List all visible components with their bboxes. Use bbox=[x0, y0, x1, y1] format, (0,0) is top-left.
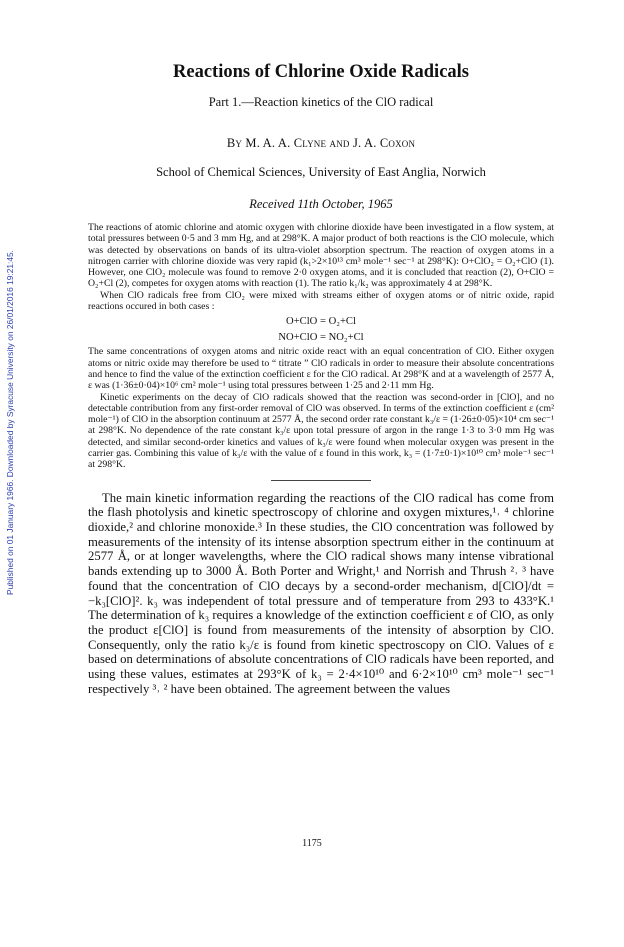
author-1: M. A. A. Clyne bbox=[245, 136, 327, 150]
received-date: Received 11th October, 1965 bbox=[249, 197, 393, 211]
download-watermark-text: Published on 01 January 1966. Downloaded by Syracuse University on 26/01/2016 19:21:45. bbox=[5, 249, 15, 595]
main-text bbox=[88, 491, 554, 697]
download-watermark bbox=[4, 155, 18, 595]
author-by: By bbox=[226, 136, 243, 150]
article-title: Reactions of Chlorine Oxide Radicals bbox=[173, 62, 469, 82]
abstract-paragraph-4: Kinetic experiments on the decay of ClO radicals showed that the reaction was second-order in [ClO], and no detectable contribution from any first-order removal of ClO was observed. In terms of the extinction coefficient ε (cm² mole⁻¹) of ClO in the absorption continuum at 2577 Å, the second order rate constant k₃/ε = (1·26±0·05)×10⁴ cm sec⁻¹ at 298°K. No dependence of the rate constant k₃/ε upon total pressure of argon in the range 1·3 to 3·0 mm Hg was detected, and similar second-order kinetics and values of k₃/ε were found when molecular oxygen was present in the carrier gas. Combining this value of k₃/ε with the value of ε found in this work, k₃ = (1·7±0·1)×10¹⁰ cm³ mole⁻¹ sec⁻¹ at 298°K. bbox=[88, 391, 554, 471]
author-2: J. A. Coxon bbox=[352, 136, 416, 150]
abstract-paragraph-2: When ClO radicals free from ClO₂ were mixed with streams either of oxygen atoms or of nitric oxide, rapid reactions occured in both cases : bbox=[88, 289, 554, 313]
author-line bbox=[88, 136, 554, 151]
affiliation: School of Chemical Sciences, University of East Anglia, Norwich bbox=[156, 165, 486, 179]
page-number: 1175 bbox=[302, 838, 322, 849]
article-page bbox=[88, 48, 554, 696]
equation-1: O+ClO = O₂+Cl bbox=[286, 316, 356, 328]
body-paragraph-1: The main kinetic information regarding the reactions of the ClO radical has come from the flash photolysis and kinetic spectroscopy of chlorine and oxygen mixtures,¹˒ ⁴ chlorine dioxide,² and chlorine monoxide.³ In these studies, the ClO concentration was followed by measurements of the intensity of its intense absorption spectrum either in the continuum at 2577 Å, or at longer wavelengths, where the ClO radical shows many intense vibrational bands extending up to 3000 Å. Both Porter and Wright,¹ and Norrish and Thrush ²˒ ³ have found that the concentration of ClO decays by a second-order mechanism, d[ClO]/dt = −k₃[ClO]². k₃ was independent of total pressure and of temperature from 293 to 433°K.¹ The determination of k₃ requires a knowledge of the extinction coefficient ε of ClO, as only the product ε[ClO] is found from measurements of the intensity of absorption by ClO. Consequently, only the ratio k₃/ε is found from kinetic spectroscopy on ClO. Values of ε based on determinations of absolute concentrations of ClO radicals have been reported, and using these values, estimates at 293°K of k₃ = 2·4×10¹⁰ and 6·2×10¹⁰ cm³ mole⁻¹ sec⁻¹ respectively ³˒ ² have been obtained. The agreement between the values bbox=[88, 490, 554, 696]
equation-2: NO+ClO = NO₂+Cl bbox=[278, 332, 364, 344]
author-and: and bbox=[329, 136, 350, 150]
article-subtitle: Part 1.—Reaction kinetics of the ClO radical bbox=[208, 95, 434, 109]
abstract-paragraph-3: The same concentrations of oxygen atoms and nitric oxide react with an equal concentration of ClO. Either oxygen atoms or nitric oxide may therefore be used to “ titrate ” ClO radicals in order to measure their absolute concentrations and hence to find the value of the extinction coefficient ε for the ClO radical. At 298°K and at a wavelength of 2577 Å, ε was (1·36±0·04)×10⁶ cm² mole⁻¹ using total pressures between 1·25 and 2·11 mm Hg. bbox=[88, 346, 554, 392]
section-divider bbox=[271, 480, 371, 481]
abstract bbox=[88, 222, 554, 471]
abstract-paragraph-1: The reactions of atomic chlorine and atomic oxygen with chlorine dioxide have been investigated in a flow system, at total pressures between 0·5 and 3 mm Hg, and at 298°K. A major product of both reactions is the ClO molecule, which was detected by observations on bands of its ultra-violet absorption spectrum. The reaction of oxygen atoms in a nitrogen carrier with chlorine dioxide was very rapid (k₁>2×10¹³ cm³ mole⁻¹ sec⁻¹ at 298°K): O+ClO₂ = O₂+ClO (1). However, one ClO₂ molecule was found to remove 2·0 oxygen atoms, and it is concluded that reaction (2), O+ClO = O₂+Cl (2), competes for oxygen atoms with reaction (1). The ratio k₁/k₂ was approximately 4 at 298°K. bbox=[88, 222, 554, 290]
